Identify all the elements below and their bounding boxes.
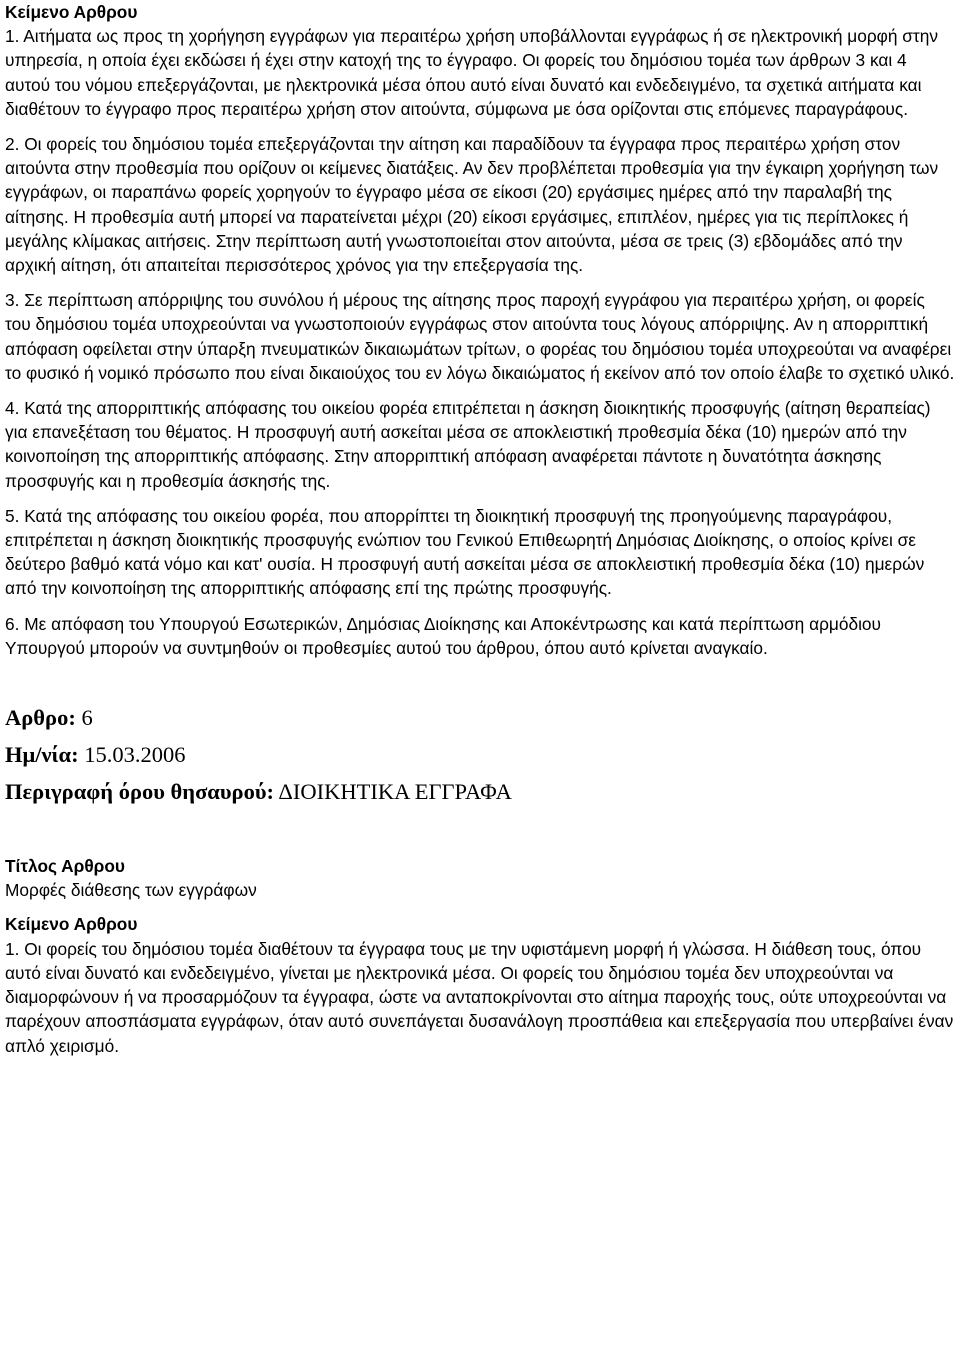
article-date-label: Ημ/νία: <box>5 742 79 768</box>
article-text-label-2: Κείμενο Αρθρου <box>5 914 138 935</box>
thesaurus-line <box>5 773 955 810</box>
article-previous <box>5 0 955 660</box>
paragraph-3: 3. Σε περίπτωση απόρριψης του συνόλου ή μέρους της αίτησης προς παροχή εγγράφου για περαιτέρω χρήση, οι φορείς του δημόσιου τομέα υποχρεούνται να γνωστοποιούν εγγράφως στον αιτούντα τους λόγους απόρριψης. Αν η απορριπτική απόφαση οφείλεται στην ύπαρξη πνευματικών δικαιωμάτων τρίτων, ο φορέας του δημόσιου τομέα υποχρεούται να αναφέρει το φυσικό ή νομικό πρόσωπο που είναι δικαιούχος του εν λόγω δικαιώματος ή εκείνον από τον οποίο έλαβε το σχετικό υλικό. <box>5 290 955 383</box>
article-number-label: Αρθρο: <box>5 705 76 731</box>
paragraph-1: 1. Αιτήματα ως προς τη χορήγηση εγγράφων για περαιτέρω χρήση υποβάλλονται εγγράφως ή σε ηλεκτρονική μορφή στην υπηρεσία, η οποία έχει εκδώσει ή έχει στην κατοχή της το έγγραφο. Οι φορείς του δημόσιου τομέα των άρθρων 3 και 4 αυτού του νόμου επεξεργάζονται, με ηλεκτρονικά μέσα όπου αυτό είναι δυνατό και ενδεδειγμένο, τα σχετικά αιτήματα και διαθέτουν το έγγραφο προς περαιτέρω χρήση στον αιτούντα, σύμφωνα με όσα ορίζονται στις επόμενες παραγράφους. <box>5 26 939 119</box>
article-number-value: 6 <box>81 705 93 731</box>
paragraph-5: 5. Κατά της απόφασης του οικείου φορέα, που απορρίπτει τη διοικητική προσφυγή της προηγούμενης παραγράφου, επιτρέπεται η άσκηση διοικητικής προσφυγής ενώπιον του Γενικού Επιθεωρητή Δημόσιας Διοίκησης, ο οποίος κρίνει σε δεύτερο βαθμό κατά νόμο και κατ' ουσία. Η προσφυγή αυτή ασκείται μέσα σε αποκλειστική προθεσμία δέκα (10) ημερών από την κοινοποίηση της απορριπτικής απόφασης επί της πρώτης προσφυγής. <box>5 505 925 599</box>
paragraph-4: 4. Κατά της απορριπτικής απόφασης του οικείου φορέα επιτρέπεται η άσκηση διοικητικής προσφυγής (αίτηση θεραπείας) για επανεξέταση του θέματος. Η προσφυγή αυτή ασκείται μέσα σε αποκλειστική προθεσμία δέκα (10) ημερών από την κοινοποίηση της απορριπτικής απόφασης. Στην απορριπτική απόφαση αναφέρεται πάντοτε η δυνατότητα άσκησης προσφυγής και η προθεσμία άσκησής της. <box>5 398 931 491</box>
article-date-line <box>5 736 955 773</box>
article-title-label: Τίτλος Αρθρου <box>5 856 125 877</box>
current-paragraph-1: 1. Οι φορείς του δημόσιου τομέα διαθέτουν τα έγγραφα τους με την υφιστάμενη μορφή ή γλώσσα. Η διάθεση τους, όπου αυτό είναι δυνατό και ενδεδειγμένο, γίνεται με ηλεκτρονικά μέσα. Οι φορείς του δημόσιου τομέα δεν υποχρεούνται να διαμορφώνουν ή να προσαρμόζουν τα έγγραφα, ώστε να ανταποκρίνονται στο αίτημα παροχής τους, ούτε υποχρεούνται να παρέχουν αποσπάσματα εγγράφων, όταν αυτό συνεπάγεται δυσανάλογη προσπάθεια και επεξεργασία που υπερβαίνει έναν απλό χειρισμό. <box>5 938 954 1056</box>
article-number-line <box>5 699 955 736</box>
article-text-label: Κείμενο Αρθρου <box>5 2 138 22</box>
paragraph-6: 6. Με απόφαση του Υπουργού Εσωτερικών, Δημόσιας Διοίκησης και Αποκέντρωσης και κατά περίπτωση αρμόδιου Υπουργού μπορούν να συντμηθούν οι προθεσμίες αυτού του άρθρου, όπου αυτό κρίνεται αναγκαίο. <box>5 613 881 658</box>
paragraph-2: 2. Οι φορείς του δημόσιου τομέα επεξεργάζονται την αίτηση και παραδίδουν τα έγγραφα προς περαιτέρω χρήση στον αιτούντα στην προθεσμία που ορίζουν οι κείμενες διατάξεις. Αν δεν προβλέπεται προθεσμία για την έγκαιρη χορήγηση των εγγράφων, οι παραπάνω φορείς χορηγούν το έγγραφο μέσα σε είκοσι (20) εργάσιμες ημέρες από την παραλαβή της αίτησης. Η προθεσμία αυτή μπορεί να παρατείνεται μέχρι (20) είκοσι εργάσιμες, επιπλέον, ημέρες για τις περίπλοκες ή μεγάλης κλίμακας αιτήσεις. Στην περίπτωση αυτή γνωστοποιείται στον αιτούντα, μέσα σε τρεις (3) εβδομάδες από την αρχική αίτηση, ότι απαιτείται περισσότερος χρόνος για την επεξεργασία της. <box>5 134 939 276</box>
thesaurus-value: ΔΙΟΙΚΗΤΙΚΑ ΕΓΓΡΑΦΑ <box>278 779 512 805</box>
document-page <box>5 0 955 1069</box>
thesaurus-label: Περιγραφή όρου θησαυρού: <box>5 779 275 805</box>
article-date-value: 15.03.2006 <box>84 742 186 768</box>
article-title-value: Μορφές διάθεσης των εγγράφων <box>5 880 257 901</box>
article-current <box>5 854 955 1058</box>
article-metadata <box>5 699 955 810</box>
